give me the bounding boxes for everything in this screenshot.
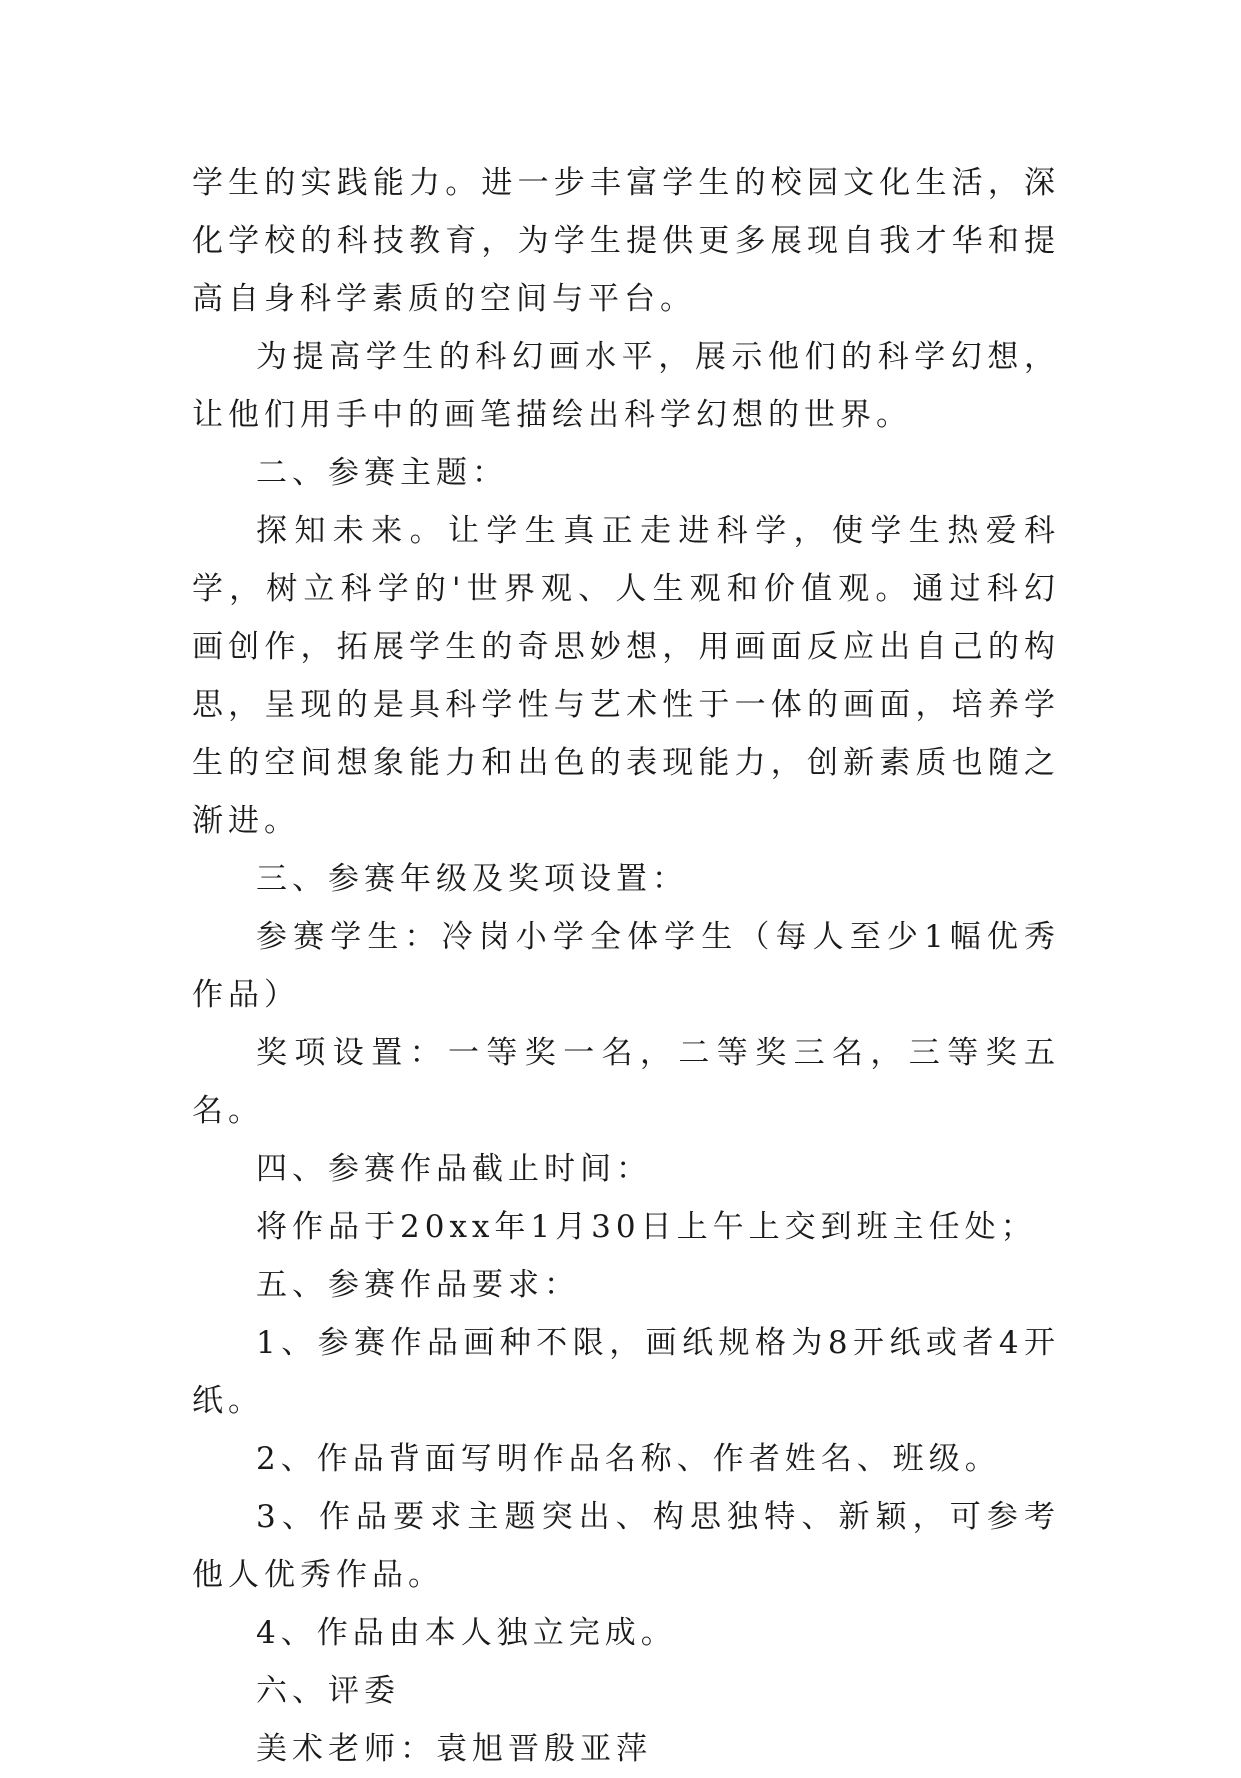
section-heading-grades-awards: 三、参赛年级及奖项设置：: [256, 861, 688, 897]
requirement-item-1: 1、参赛作品画种不限，画纸规格为8开纸或者4开纸。: [192, 1325, 1060, 1419]
requirement-item-2: 2、作品背面写明作品名称、作者姓名、班级。: [256, 1441, 1001, 1477]
section-heading-requirements: 五、参赛作品要求：: [256, 1267, 580, 1303]
section-heading-deadline: 四、参赛作品截止时间：: [256, 1151, 652, 1187]
paragraph-theme: 探知未来。让学生真正走进科学，使学生热爱科学，树立科学的'世界观、人生观和价值观。通过科幻画创作，拓展学生的奇思妙想，用画面反应出自己的构思，呈现的是具科学性与艺术性于一体的画面，培养学生的空间想象能力和出色的表现能力，创新素质也随之渐进。: [192, 513, 1060, 839]
paragraph-intro-continued: 学生的实践能力。进一步丰富学生的校园文化生活，深化学校的科技教育，为学生提供更多展现自我才华和提高自身科学素质的空间与平台。: [192, 165, 1060, 317]
section-heading-theme: 二、参赛主题：: [256, 455, 508, 491]
requirement-item-3: 3、作品要求主题突出、构思独特、新颖，可参考他人优秀作品。: [192, 1499, 1060, 1593]
section-heading-judges: 六、评委: [256, 1673, 400, 1709]
paragraph-awards: 奖项设置：一等奖一名，二等奖三名，三等奖五名。: [192, 1035, 1060, 1129]
paragraph-deadline: 将作品于20xx年1月30日上午上交到班主任处；: [256, 1209, 1037, 1245]
requirement-item-4: 4、作品由本人独立完成。: [256, 1615, 677, 1651]
paragraph-participants: 参赛学生：冷岗小学全体学生（每人至少1幅优秀作品）: [192, 919, 1060, 1013]
paragraph-purpose: 为提高学生的科幻画水平，展示他们的科学幻想，让他们用手中的画笔描绘出科学幻想的世界。: [192, 339, 1060, 433]
document-body: [192, 154, 1060, 1778]
paragraph-judges: 美术老师：袁旭晋殷亚萍: [256, 1731, 652, 1767]
